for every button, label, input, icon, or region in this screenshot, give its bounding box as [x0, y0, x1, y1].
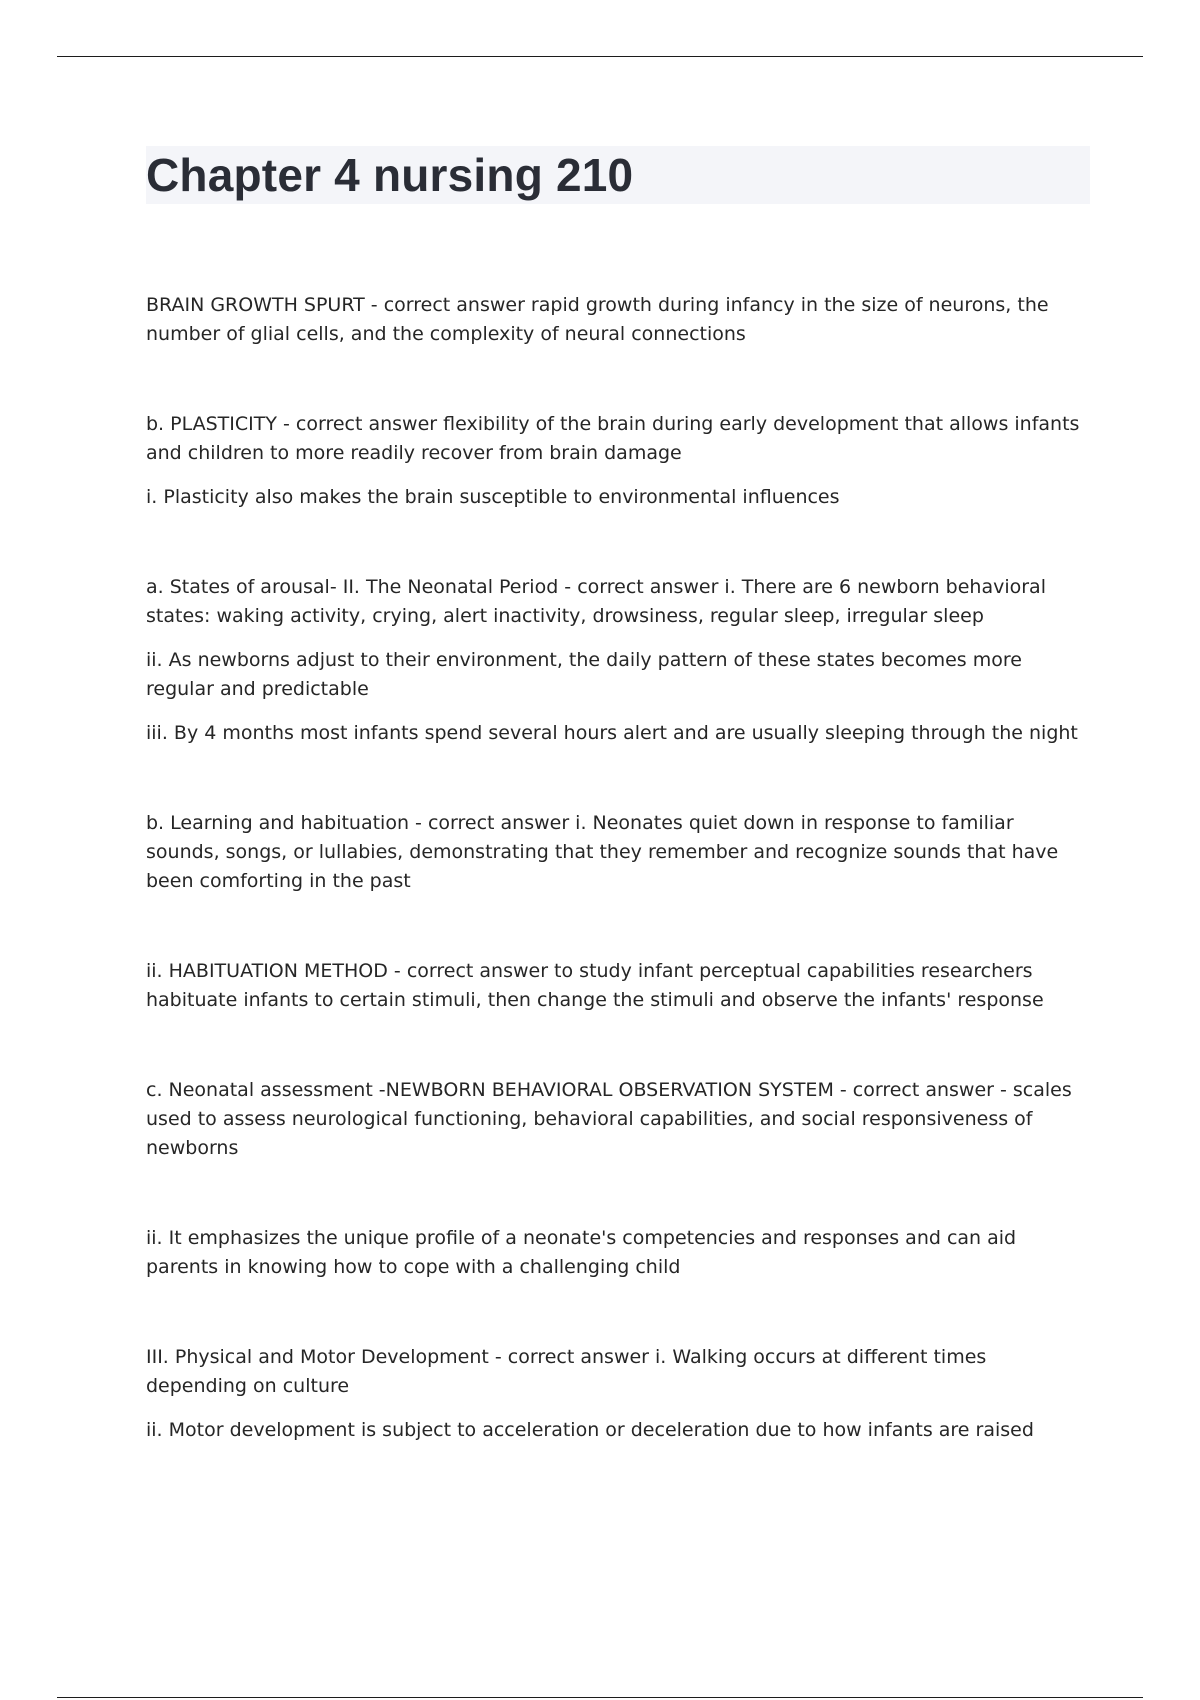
entry-text: c. Neonatal assessment -NEWBORN BEHAVIORAL OBSERVATION SYSTEM - correct answer - scales used to assess neurological functioning, behavioral capabilities, and social responsiveness of newborns [146, 1079, 1072, 1159]
flashcard-entry [146, 573, 1090, 748]
header-rule [57, 56, 1143, 57]
flashcard-entry [146, 291, 1090, 349]
flashcard-entry [146, 1076, 1090, 1163]
document-body [146, 146, 1090, 1506]
page-title: Chapter 4 nursing 210 [146, 149, 634, 201]
entry-text: ii. It emphasizes the unique profile of a neonate's competencies and responses and can aid parents in knowing how to cope with a challenging child [146, 1227, 1017, 1278]
flashcard-entry [146, 1343, 1090, 1445]
entry-text: BRAIN GROWTH SPURT - correct answer rapid growth during infancy in the size of neurons, the number of glial cells, and the complexity of neural connections [146, 294, 1049, 345]
entry-text: b. Learning and habituation - correct answer i. Neonates quiet down in response to familiar sounds, songs, or lullabies, demonstrating that they remember and recognize sounds that have been comforting in the past [146, 812, 1059, 892]
entry-text: ii. HABITUATION METHOD - correct answer to study infant perceptual capabilities researchers habituate infants to certain stimuli, then change the stimuli and observe the infants' response [146, 960, 1044, 1011]
entry-subpoint: iii. By 4 months most infants spend several hours alert and are usually sleeping through the night [146, 722, 1078, 744]
flashcard-entry [146, 1224, 1090, 1282]
entry-subpoint: ii. Motor development is subject to acceleration or deceleration due to how infants are raised [146, 1419, 1034, 1441]
entry-subpoint: ii. As newborns adjust to their environment, the daily pattern of these states becomes more regular and predictable [146, 649, 1022, 700]
flashcard-entry [146, 957, 1090, 1015]
entry-text: b. PLASTICITY - correct answer flexibility of the brain during early development that allows infants and children to more readily recover from brain damage [146, 413, 1080, 464]
flashcard-list [146, 291, 1090, 1445]
entry-text: III. Physical and Motor Development - correct answer i. Walking occurs at different times depending on culture [146, 1346, 987, 1397]
title-band [146, 146, 1090, 204]
flashcard-entry [146, 809, 1090, 896]
entry-text: a. States of arousal- II. The Neonatal Period - correct answer i. There are 6 newborn behavioral states: waking activity, crying, alert inactivity, drowsiness, regular sleep, irregular sleep [146, 576, 1046, 627]
entry-subpoint: i. Plasticity also makes the brain susceptible to environmental influences [146, 486, 840, 508]
flashcard-entry [146, 410, 1090, 512]
footer-rule [57, 1697, 1143, 1698]
